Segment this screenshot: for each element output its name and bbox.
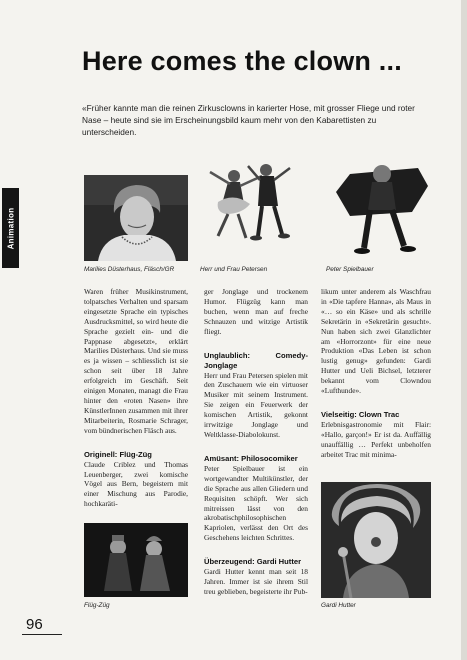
column-1 [84,287,188,509]
col2-heading-comedy-jonglage: Unglaublich: Comedy-Jonglage [204,350,308,370]
col3-paragraph-2: Erlebnisgastronomie mit Flair: «Hallo, garçon!» Er ist da. Auffällig unauffällig … Perfekt unbeholfen arbeitet Trac mit minima- [321,419,431,459]
col2-paragraph-1: ger Jonglage und trockenem Humor. Flügzüg kann man buchen, wenn man auf freche Schnauzen und witzige Artistik fliegt. [204,287,308,336]
article-title: Here comes the clown ... [82,46,402,76]
photo-gardi-hutter [321,482,431,598]
col2-heading-gardi-hutter: Überzeugend: Gardi Hutter [204,557,302,567]
photo-marilies-duesterhaus [84,175,188,261]
col2-paragraph-3: Peter Spielbauer ist ein wortgewandter Multikünstler, der die Sprache aus allen Gliedern und Requisiten schöpft. Wer sich mitreissen lässt von den akrobatischphilosophischen Kapriolen, verlässt den Ort des Geschehens leichten Schrittes. [204,463,308,543]
caption-photo1: Marilies Düsterhaus, Fläsch/GR [84,266,175,273]
page-number-rule [22,634,62,635]
col2-paragraph-4: Gardi Hutter kennt man seit 18 Jahren. Immer ist sie ihrem Stil treu geblieben, begeisterte ihr Pub- [204,567,308,596]
caption-photo4: Flüg-Züg [84,602,110,609]
photo-flueg-zueg [84,523,188,597]
lead-paragraph: «Früher kannte man die reinen Zirkusclowns in karierter Hose, mit grosser Fliege und roter Nase – heute sind sie im Erscheinungsbild kaum mehr von den Kabarettisten zu unterscheiden. [82,103,415,138]
col3-heading-clown-trac: Vielseitig: Clown Trac [321,409,400,419]
photo-peter-spielbauer [326,152,434,262]
caption-photo5: Gardi Hutter [321,602,356,609]
column-3 [321,287,431,460]
col1-paragraph-1: Waren früher Musikinstrument, tolpatsches Verhalten und sparsam eingesetzte Sprache ein typisches Ausdrucksmittel, so wird heute die Sprache gezielt ein- und die Pappnase abgesetzt», erklärt Marilies Düsterhaus. Und sie muss es ja wissen – schliesslich ist sie schon seit über 18 Jahre erfolgreich im Geschäft. Seit einigen Monaten, managt die Frau hinter den «roten Nasen» ihre KünstlerInnen zusammen mit ihrer Mitarbeiterin, Rosmarie Schrager, vom bündnerischen Fläsch aus. [84,287,188,435]
photo-petersen [200,152,296,260]
col3-paragraph-1: likum unter anderem als Waschfrau in «Die tapfere Hanna», als Maus in «… so ein Käse» und als schrille Sekretärin in «Sekretärin gesucht». Nun haben sich zwei Glanzlichter am «Horrorzont» für eine neue Produktion «Das Leben ist schon lustig genug» gefunden: Gardi Hutter und Ueli Bichsel, letzterer bekannt vom Clowndou «Lufthunde». [321,287,431,396]
col2-heading-philosocomiker: Amüsant: Philosocomiker [204,453,298,463]
col1-paragraph-2: Claude Criblez und Thomas Leuenberger, zwei komische Vögel aus Bern, begeistern mit einer Mischung aus Parodie, hochkaräti- [84,459,188,509]
page-edge [461,0,467,660]
caption-photo2: Herr und Frau Petersen [200,266,268,273]
caption-photo3: Peter Spielbauer [326,266,374,273]
section-tab-label: Animation [6,207,15,249]
col2-paragraph-2: Herr und Frau Petersen spielen mit den Zuschauern wie ein virtuoser Musiker mit seinem Instrument. Sie zeigen ein Feuerwerk der komischen Artistik, gekonnt irrwitzige Jonglage und Weltklasse-Diabolokunst. [204,370,308,439]
page-number: 96 [26,616,43,633]
section-tab [2,188,19,268]
col1-heading-flueg-zueg: Originell: Flüg-Züg [84,449,152,459]
column-2 [204,287,308,597]
